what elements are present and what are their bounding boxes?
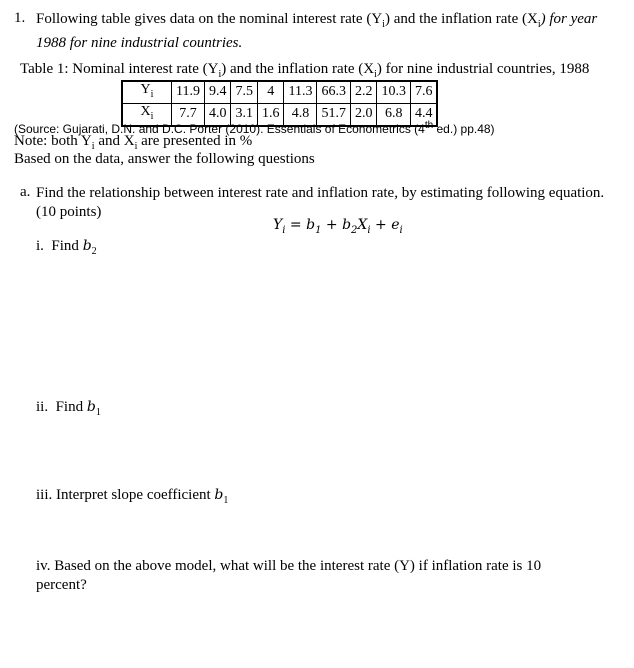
subpart-iv: iv. Based on the above model, what will be the interest rate (Y) if inflation rate is 10 percent?	[36, 558, 542, 593]
table-cell: 4.8	[284, 103, 317, 125]
table-cell: 66.3	[317, 81, 351, 103]
table-row-y	[122, 81, 437, 103]
table-cell: 4.4	[410, 103, 437, 125]
table-cell: 7.7	[172, 103, 205, 125]
part-a-number: a.	[20, 184, 31, 200]
table-cell: 7.6	[410, 81, 437, 103]
table-cell: 6.8	[377, 103, 411, 125]
subpart-iii: iii. Interpret slope coefficient $b_1$	[36, 487, 229, 506]
subpart-ii: ii. Find $b_1$	[36, 399, 101, 418]
table-cell: 1.6	[257, 103, 284, 125]
part-a-text: Find the relationship between interest rate and inflation rate, by estimating following equation. (10 points)	[36, 185, 605, 220]
table-cell: 10.3	[377, 81, 411, 103]
table-caption: Table 1: Nominal interest rate $(Y_i)$ and the inflation rate $(X_i)$ for nine industrial countries, 1988	[20, 61, 590, 80]
table-cell: 4.0	[204, 103, 231, 125]
regression-equation: $Y_i = b_1 + b_2X_i + e_i$	[273, 217, 403, 236]
table-cell: 9.4	[204, 81, 231, 103]
table-cell: 7.5	[231, 81, 258, 103]
question-text: Following table gives data on the nominal interest rate $(Y_i)$ and the inflation rate $(X_i)$ for year 1988 for nine industrial countries.	[36, 11, 598, 51]
row-label-y: $Y_i$	[122, 81, 172, 103]
question-number: 1.	[14, 10, 26, 26]
table-cell: 2.2	[350, 81, 377, 103]
source-citation: (Source: Gujarati, D.N. and D.C. Porter (2010). Essentials of Econometrics (4th ed.) pp.48)	[14, 120, 495, 136]
table-cell: 11.9	[172, 81, 205, 103]
subpart-i: i. Find $b_2$	[36, 238, 97, 257]
instructions-text: Based on the data, answer the following questions	[14, 151, 315, 167]
table-cell: 11.3	[284, 81, 317, 103]
table-cell: 4	[257, 81, 284, 103]
table-cell: 3.1	[231, 103, 258, 125]
note-text: Note: both $Y_i$ and $X_i$ are presented in %	[14, 133, 253, 152]
table-cell: 2.0	[350, 103, 377, 125]
table-cell: 51.7	[317, 103, 351, 125]
row-label-x: $X_i$	[122, 103, 172, 125]
